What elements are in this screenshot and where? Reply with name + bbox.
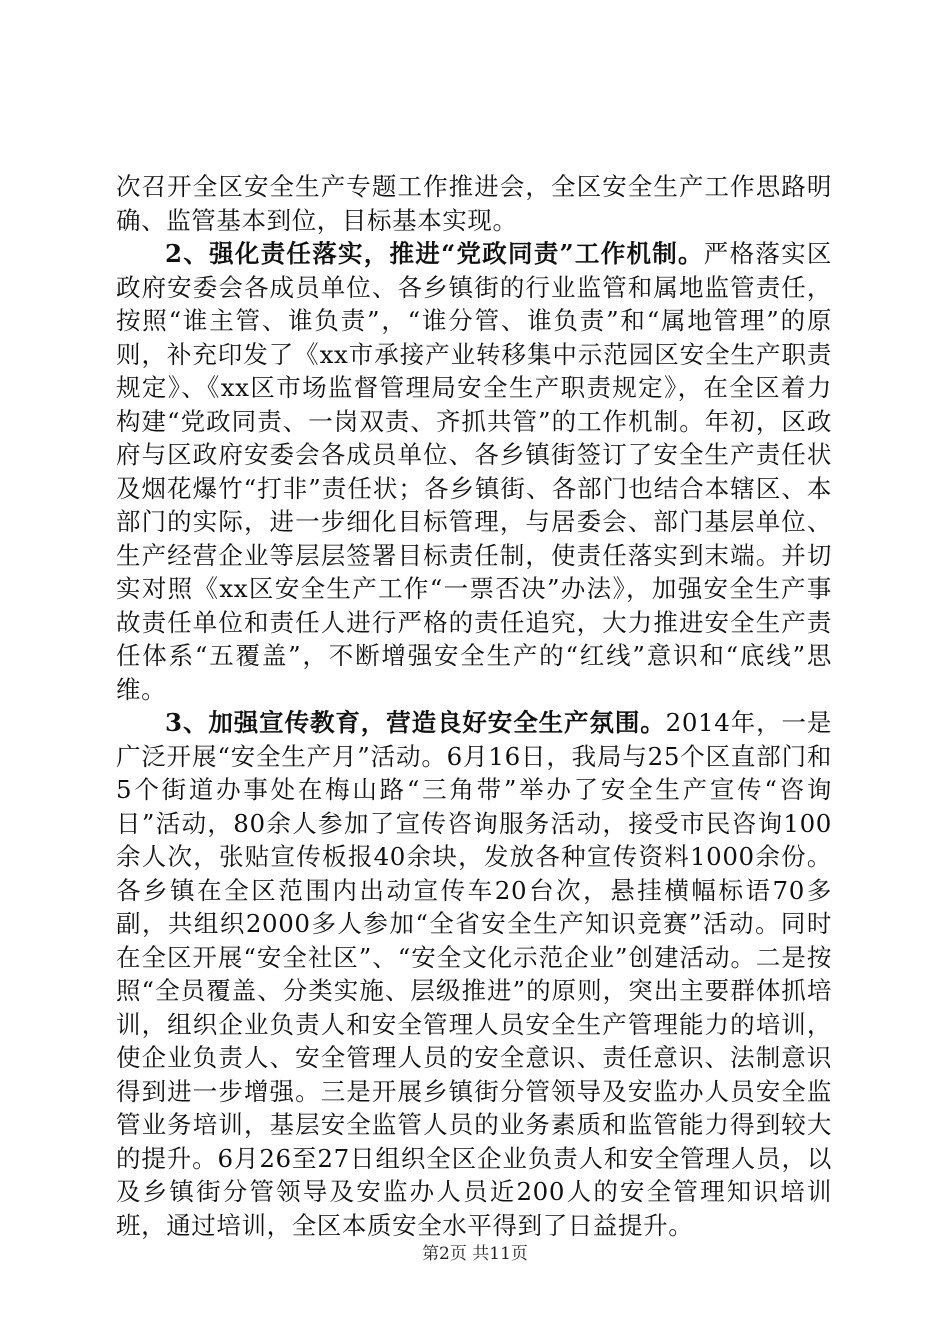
page-footer: [0, 1243, 950, 1265]
paragraph-3-body: 2014年，一是广泛开展“安全生产月”活动。6月16日，我局与25个区直部门和5个街道办事处在梅山路“三角带”举办了安全生产宣传“咨询日”活动，80余人参加了宣传咨询服务活动，接受市民咨询100余人次，张贴宣传板报40余块，发放各种宣传资料1000余份。各乡镇在全区范围内出动宣传车20台次，悬挂横幅标语70多副，共组织2000多人参加“全省安全生产知识竞赛”活动。同时在全区开展“安全社区”、“安全文化示范企业”创建活动。二是按照“全员覆盖、分类实施、层级推进”的原则，突出主要群体抓培训，组织企业负责人和安全管理人员安全生产管理能力的培训，使企业负责人、安全管理人员的安全意识、责任意识、法制意识得到进一步增强。三是开展乡镇街分管领导及安监办人员安全监管业务培训，基层安全监管人员的业务素质和监管能力得到较大的提升。6月26至27日组织全区企业负责人和安全管理人员，以及乡镇街分管领导及安监办人员近200人的安全管理知识培训班，通过培训，全区本质安全水平得到了日益提升。: [116, 708, 833, 1240]
page-number-label: 第2页 共11页: [422, 1244, 528, 1264]
paragraph-2-body: 严格落实区政府安委会各成员单位、各乡镇街的行业监管和属地监管责任，按照“谁主管、谁负责”，“谁分管、谁负责”和“属地管理”的原则，补充印发了《xx市承接产业转移集中示范园区安全生产职责规定》、《xx区市场监督管理局安全生产职责规定》，在全区着力构建“党政同责、一岗双责、齐抓共管”的工作机制。年初，区政府与区政府安委会各成员单位、各乡镇街签订了安全生产责任状及烟花爆竹“打非”责任状；各乡镇街、各部门也结合本辖区、本部门的实际，进一步细化目标管理，与居委会、部门基层单位、生产经营企业等层层签署目标责任制，使责任落实到末端。并切实对照《xx区安全生产工作“一票否决”办法》，加强安全生产事故责任单位和责任人进行严格的责任追究，大力推进安全生产责任体系“五覆盖”，不断增强安全生产的“红线”意识和“底线”思维。: [116, 239, 832, 704]
paragraph-2: [116, 237, 832, 706]
document-body: [116, 170, 832, 1242]
paragraph-3-heading: 3、加强宣传教育，营造良好安全生产氛围。: [165, 708, 666, 737]
paragraph-1: [116, 170, 832, 237]
paragraph-1-body: 次召开全区安全生产专题工作推进会，全区安全生产工作思路明确、监管基本到位，目标基本实现。: [116, 172, 832, 235]
paragraph-3: [116, 706, 832, 1242]
paragraph-2-heading: 2、强化责任落实，推进“党政同责”工作机制。: [165, 239, 704, 268]
